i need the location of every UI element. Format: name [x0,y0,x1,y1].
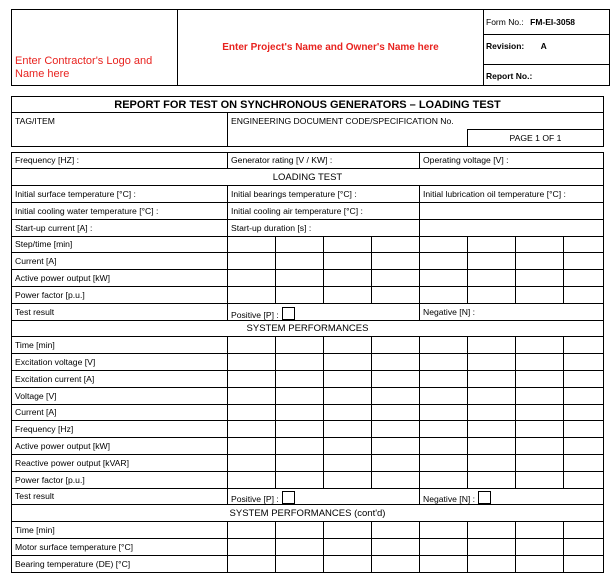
entry-cell[interactable] [228,538,276,555]
entry-cell[interactable] [324,270,372,287]
entry-cell[interactable] [564,370,604,387]
entry-cell[interactable] [564,253,604,270]
entry-cell[interactable] [420,337,468,354]
entry-cell[interactable] [372,286,420,303]
frequency-field[interactable]: Frequency [HZ] : [12,152,228,169]
entry-cell[interactable] [516,387,564,404]
system-negative-cell [420,488,604,505]
entry-cell[interactable] [564,404,604,421]
entry-cell[interactable] [468,538,516,555]
form-no-value: FM-EI-3058 [530,17,576,27]
entry-cell[interactable] [516,370,564,387]
entry-cell[interactable] [468,555,516,572]
entry-cell[interactable] [420,370,468,387]
revision-row [483,35,610,65]
entry-cell[interactable] [228,370,276,387]
entry-cell[interactable] [468,236,516,253]
entry-cell[interactable] [516,236,564,253]
entry-cell[interactable] [516,286,564,303]
entry-cell[interactable] [468,471,516,488]
table-row [12,421,604,438]
entry-cell[interactable] [276,337,324,354]
entry-cell[interactable] [564,354,604,371]
entry-cell[interactable] [324,471,372,488]
entry-cell[interactable] [372,538,420,555]
generator-rating-field[interactable]: Generator rating [V / KW] : [228,152,420,169]
entry-cell[interactable] [372,354,420,371]
loading-test-heading: LOADING TEST [12,169,604,186]
positive-label: Positive [P] : [231,494,279,505]
entry-cell[interactable] [468,270,516,287]
entry-cell[interactable] [564,236,604,253]
entry-cell[interactable] [276,404,324,421]
entry-cell[interactable] [276,471,324,488]
table-row [12,286,604,303]
entry-cell[interactable] [276,387,324,404]
entry-cell[interactable] [372,522,420,539]
entry-cell[interactable] [324,236,372,253]
initial-cooling-air-temp-field[interactable]: Initial cooling air temperature [°C] : [228,202,420,219]
entry-cell[interactable] [324,522,372,539]
entry-cell[interactable] [564,538,604,555]
entry-cell[interactable] [276,438,324,455]
entry-cell[interactable] [228,286,276,303]
startup-current-field[interactable]: Start-up current [A] : [12,219,228,236]
entry-cell[interactable] [516,253,564,270]
entry-cell[interactable] [516,421,564,438]
initial-bearings-temp-field[interactable]: Initial bearings temperature [°C] : [228,186,420,203]
table-row [12,270,604,287]
form-no-label: Form No.: [486,17,524,27]
entry-cell[interactable] [372,471,420,488]
entry-cell[interactable] [420,387,468,404]
operating-voltage-field[interactable]: Operating voltage [V] : [420,152,604,169]
entry-cell[interactable] [228,438,276,455]
initial-lube-oil-temp-field[interactable]: Initial lubrication oil temperature [°C] : [420,186,604,203]
entry-cell[interactable] [564,270,604,287]
initial-cooling-water-temp-field[interactable]: Initial cooling water temperature [°C] : [12,202,228,219]
entry-cell[interactable] [228,454,276,471]
table-row [12,538,604,555]
entry-cell[interactable] [276,555,324,572]
table-row [12,354,604,371]
table-row [12,471,604,488]
entry-cell[interactable] [516,438,564,455]
entry-cell[interactable] [276,253,324,270]
table-row [12,522,604,539]
entry-cell[interactable] [420,555,468,572]
entry-cell[interactable] [372,438,420,455]
system-positive-cell [228,488,420,505]
negative-checkbox[interactable] [478,491,491,504]
row-label: Active power output [kW] [12,438,228,455]
table-row [12,370,604,387]
page-number: PAGE 1 OF 1 [468,129,604,146]
system-performances-cont-grid [12,522,604,572]
entry-cell[interactable] [564,471,604,488]
entry-cell[interactable] [228,337,276,354]
entry-cell[interactable] [276,354,324,371]
system-performances-heading: SYSTEM PERFORMANCES [12,320,604,337]
entry-cell[interactable] [324,387,372,404]
report-no-label: Report No.: [486,71,533,81]
entry-cell[interactable] [276,370,324,387]
entry-cell[interactable] [228,522,276,539]
revision-value: A [540,41,547,51]
entry-cell[interactable] [324,555,372,572]
loading-test-grid [12,236,604,303]
entry-cell[interactable] [468,286,516,303]
entry-cell[interactable] [516,404,564,421]
entry-cell[interactable] [420,236,468,253]
system-performances-grid [12,337,604,488]
entry-cell[interactable] [228,236,276,253]
entry-cell[interactable] [468,370,516,387]
row-label: Current [A] [12,404,228,421]
revision-label: Revision: [486,41,525,51]
entry-cell[interactable] [228,253,276,270]
entry-cell[interactable] [564,438,604,455]
blank-cell[interactable] [420,202,604,219]
form-no-row [483,9,610,35]
table-row [12,387,604,404]
entry-cell[interactable] [516,337,564,354]
negative-label: Negative [N] : [423,306,476,317]
entry-cell[interactable] [420,538,468,555]
loading-positive-cell [228,303,420,320]
entry-cell[interactable] [420,421,468,438]
entry-cell[interactable] [468,522,516,539]
entry-cell[interactable] [516,538,564,555]
entry-cell[interactable] [324,538,372,555]
negative-label: Negative [N] : [423,494,476,505]
entry-cell[interactable] [372,337,420,354]
entry-cell[interactable] [516,454,564,471]
table-row [12,253,604,270]
contractor-placeholder: Enter Contractor's Logo and Name here [15,55,153,80]
eng-doc-label: ENGINEERING DOCUMENT CODE/SPECIFICATION No. [228,113,604,130]
entry-cell[interactable] [276,270,324,287]
entry-cell[interactable] [564,555,604,572]
entry-cell[interactable] [420,270,468,287]
row-label: Active power output [kW] [12,270,228,287]
tag-item-label: TAG/ITEM [12,113,228,130]
entry-cell[interactable] [420,354,468,371]
entry-cell[interactable] [420,253,468,270]
entry-cell[interactable] [228,354,276,371]
row-label: Frequency [Hz] [12,421,228,438]
entry-cell[interactable] [324,253,372,270]
entry-cell[interactable] [420,404,468,421]
entry-cell[interactable] [324,438,372,455]
row-label: Motor surface temperature [°C] [12,538,228,555]
entry-cell[interactable] [468,337,516,354]
entry-cell[interactable] [468,387,516,404]
entry-cell[interactable] [564,421,604,438]
eng-doc-field[interactable] [228,129,468,146]
entry-cell[interactable] [564,337,604,354]
entry-cell[interactable] [468,253,516,270]
entry-cell[interactable] [276,522,324,539]
entry-cell[interactable] [516,522,564,539]
entry-cell[interactable] [276,236,324,253]
entry-cell[interactable] [372,387,420,404]
row-label: Current [A] [12,253,228,270]
loading-negative-cell [420,303,604,320]
entry-cell[interactable] [420,471,468,488]
entry-cell[interactable] [420,454,468,471]
entry-cell[interactable] [372,370,420,387]
entry-cell[interactable] [228,555,276,572]
system-performances-cont-heading: SYSTEM PERFORMANCES (cont'd) [12,505,604,522]
test-report-table [11,96,604,573]
entry-cell[interactable] [324,404,372,421]
table-row [12,337,604,354]
entry-cell[interactable] [468,404,516,421]
entry-cell[interactable] [420,286,468,303]
entry-cell[interactable] [468,438,516,455]
row-label: Excitation current [A] [12,370,228,387]
entry-cell[interactable] [228,270,276,287]
report-title: REPORT FOR TEST ON SYNCHRONOUS GENERATORS – LOADING TEST [12,97,604,113]
positive-checkbox[interactable] [282,307,295,320]
entry-cell[interactable] [276,421,324,438]
entry-cell[interactable] [228,387,276,404]
entry-cell[interactable] [564,387,604,404]
positive-checkbox[interactable] [282,491,295,504]
entry-cell[interactable] [276,538,324,555]
entry-cell[interactable] [564,454,604,471]
entry-cell[interactable] [324,454,372,471]
positive-label: Positive [P] : [231,309,279,320]
row-label: Reactive power output [kVAR] [12,454,228,471]
entry-cell[interactable] [372,454,420,471]
entry-cell[interactable] [372,555,420,572]
row-label: Voltage [V] [12,387,228,404]
entry-cell[interactable] [468,454,516,471]
entry-cell[interactable] [420,438,468,455]
tag-item-field[interactable] [12,129,228,146]
entry-cell[interactable] [564,286,604,303]
system-test-result-label: Test result [12,488,228,505]
entry-cell[interactable] [372,270,420,287]
entry-cell[interactable] [468,354,516,371]
table-row [12,555,604,572]
entry-cell[interactable] [372,404,420,421]
entry-cell[interactable] [276,454,324,471]
entry-cell[interactable] [324,421,372,438]
entry-cell[interactable] [516,471,564,488]
entry-cell[interactable] [324,286,372,303]
entry-cell[interactable] [516,555,564,572]
entry-cell[interactable] [468,421,516,438]
entry-cell[interactable] [516,270,564,287]
entry-cell[interactable] [228,471,276,488]
row-label: Power factor [p.u.] [12,286,228,303]
loading-test-result-label: Test result [12,303,228,320]
entry-cell[interactable] [324,354,372,371]
entry-cell[interactable] [324,370,372,387]
table-row [12,236,604,253]
project-placeholder: Enter Project's Name and Owner's Name here [222,42,439,53]
row-label: Excitation voltage [V] [12,354,228,371]
entry-cell[interactable] [372,236,420,253]
table-row [12,404,604,421]
row-label: Time [min] [12,337,228,354]
table-row [12,454,604,471]
entry-cell[interactable] [276,286,324,303]
table-row [12,438,604,455]
row-label: Power factor [p.u.] [12,471,228,488]
row-label: Bearing temperature (DE) [°C] [12,555,228,572]
entry-cell[interactable] [228,404,276,421]
entry-cell[interactable] [372,253,420,270]
entry-cell[interactable] [228,421,276,438]
entry-cell[interactable] [516,354,564,371]
row-label: Step/time [min] [12,236,228,253]
row-label: Time [min] [12,522,228,539]
entry-cell[interactable] [564,522,604,539]
blank-cell[interactable] [420,219,604,236]
initial-surface-temp-field[interactable]: Initial surface temperature [°C] : [12,186,228,203]
startup-duration-field[interactable]: Start-up duration [s] : [228,219,420,236]
entry-cell[interactable] [324,337,372,354]
entry-cell[interactable] [372,421,420,438]
entry-cell[interactable] [420,522,468,539]
